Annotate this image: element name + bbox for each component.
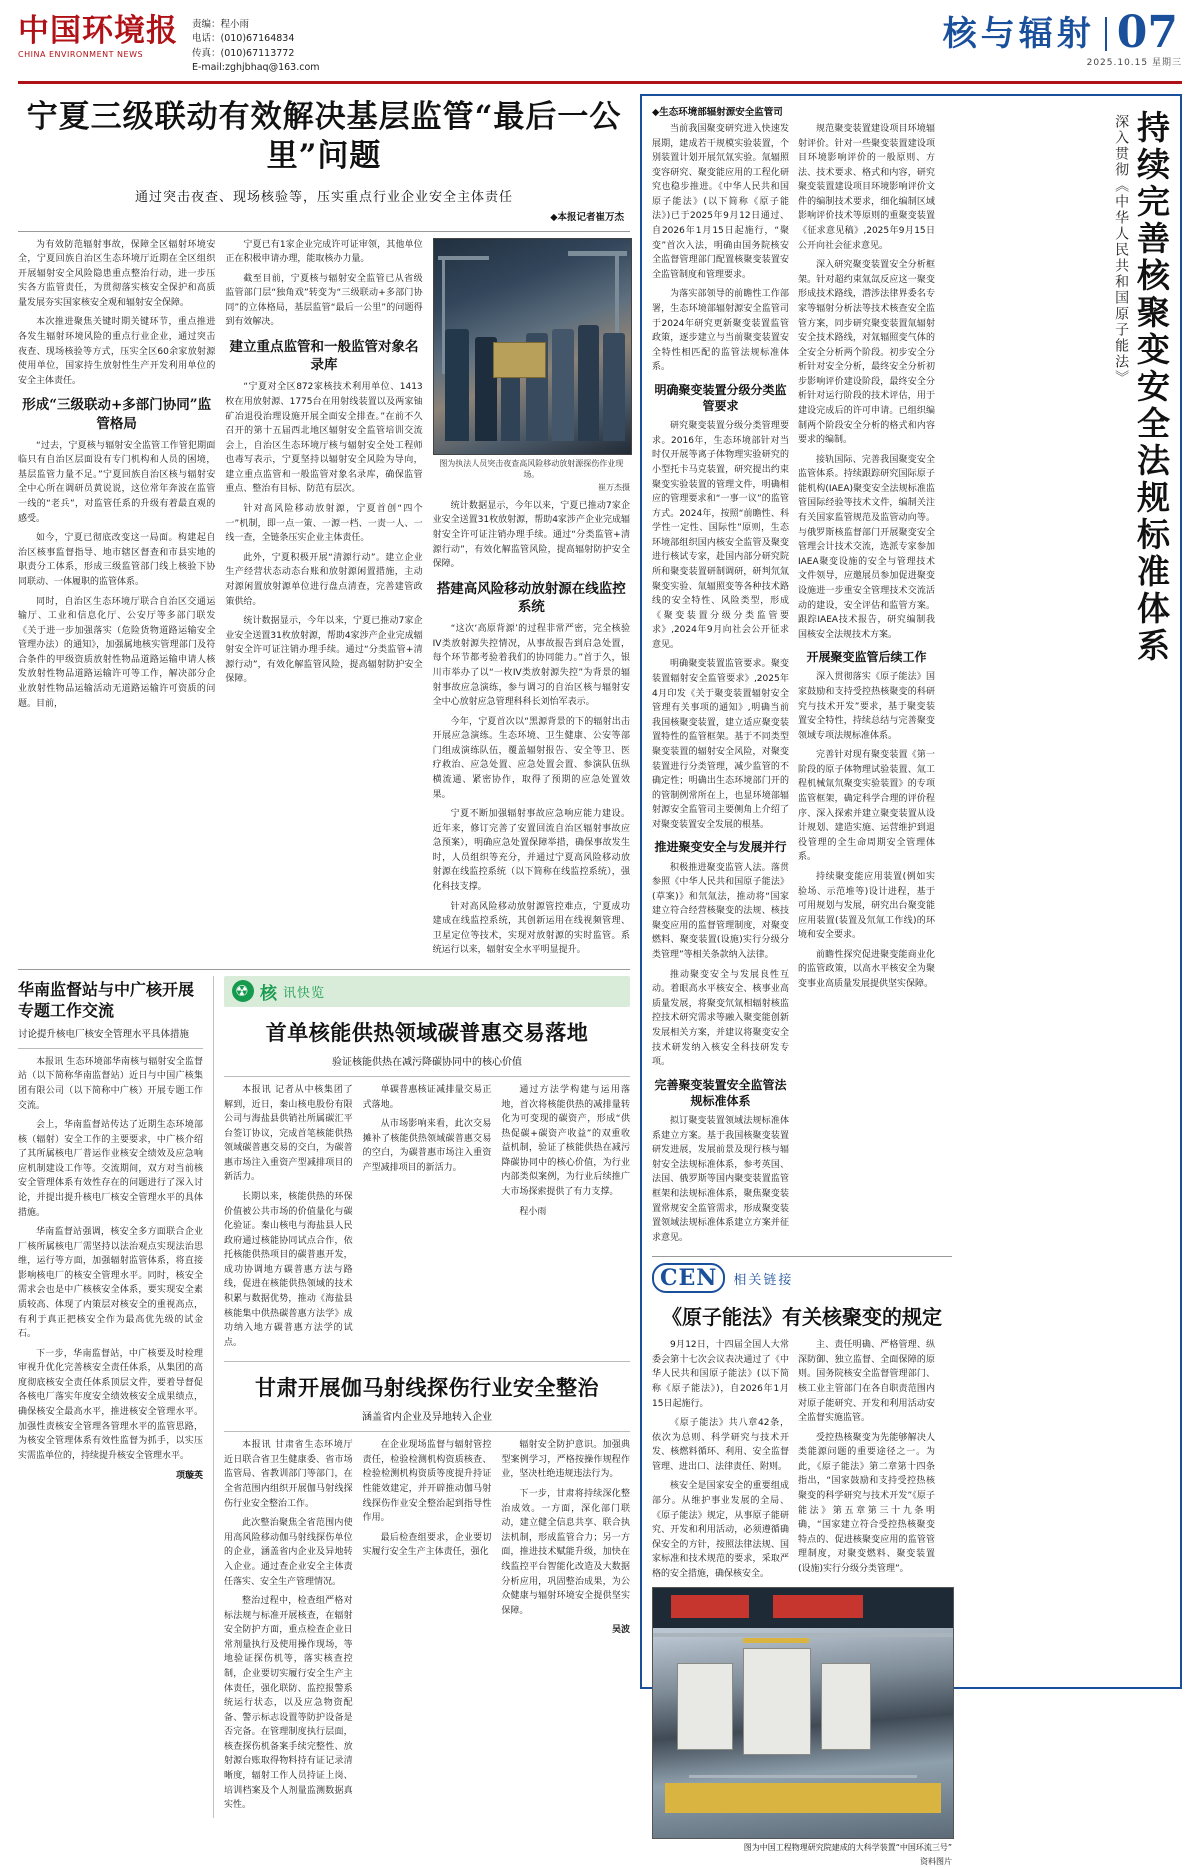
feature-subhead-4: 开展聚变监管后续工作 bbox=[806, 650, 927, 665]
feature-section-1 bbox=[652, 419, 789, 832]
lead-photo-credit: 崔万杰摄 bbox=[597, 482, 630, 492]
left-column bbox=[18, 94, 631, 1811]
paragraph: 为有效防范辐射事故，保障全区辐射环境安全，宁夏回族自治区生态环境厅近期在全区组织开展辐射安全风险隐患重点整治行动，进一步压实各方监管责任，为贯彻落实核安全保护和高质量发展夯实国家核安全观和辐射安全保障。 bbox=[18, 239, 216, 308]
paragraph: 从市场影响来看，此次交易摊补了核能供热领域碳普惠交易的空白，为碳普惠市场注入重资产型减排项目的新活力。 bbox=[362, 1119, 492, 1173]
n2-top-rule bbox=[224, 1361, 630, 1362]
lead-col3-subhead: 搭建高风险移动放射源在线监控系统 bbox=[436, 580, 626, 615]
paragraph: 为落实部领导的前瞻性工作部署，生态环境部辐射源安全监管司于2024年研究更新聚变装置监管政策，逐步建立与当前聚变装置安全特性相匹配的监管法规标准体系。 bbox=[652, 289, 789, 373]
paragraph: 积极推进聚变监管人法。落贯参照《中华人民共和国原子能法》(草案)》和氘氚法，推动将“国家建立符合经营核聚变的法规、核技聚变应用的监督管理制度，对聚变燃料、聚变装置(设施)实行分级分类管理”等相关条款纳入法律。 bbox=[652, 862, 789, 961]
lead-headline: 宁夏三级联动有效解决基层监管“最后一公里”问题 bbox=[26, 99, 622, 174]
tel-line: 电话：(010)67164834 bbox=[192, 33, 295, 45]
paragraph: 前瞻性探究促进聚变能商业化的监管政策，以高水平核安全为聚变事业高质量发展提供坚实保障。 bbox=[798, 949, 935, 989]
paragraph: 统计数据显示，今年以来，宁夏已推动7家企业安全送置31枚放射源，帮助4家涉产企业完成辐射安全许可证注销办理手续。通过“分类监管+清源行动”，有效化解监管风险，提高辐射防护安全保障。 bbox=[432, 500, 630, 570]
feature-photo bbox=[652, 1587, 954, 1839]
email-line: E-mail:zghjbhaq@163.com bbox=[192, 61, 320, 73]
n2-headline: 甘肃开展伽马射线探伤行业安全整治 bbox=[255, 1375, 599, 1401]
paragraph: 如今，宁夏已彻底改变这一局面。构建起自治区核事监督指导、地市辖区督查和市县实地的职责分工体系，形成三级监管部门线上核验下协同联动、一体履职的监管体系。 bbox=[18, 533, 216, 587]
paragraph: 持续聚变能应用装置(例如实验场、示范堆等)设计进程，基于可用规划与发展，研究出台聚变能应用装置(装置及氘氚工作线)的环境和安全要求。 bbox=[798, 871, 935, 941]
n1-columns bbox=[224, 1083, 630, 1355]
contact-block bbox=[178, 14, 492, 75]
lead-rule bbox=[18, 231, 630, 232]
cen-logo-icon: CEN bbox=[652, 1263, 725, 1293]
kuaixun-badge bbox=[224, 976, 630, 1007]
paragraph: 今年，宁夏首次以“黑源背景的下的辐射出击开展应急演练。生态环境、卫生健康、公安等部门组成演练队伍，覆盖辐射报告、安全等卫、医疗救治、应急处置、应急处置会置、参演队伍纵横流通、紧密协作，取得了预期的应急处置效果。 bbox=[432, 716, 630, 800]
feature-section-4 bbox=[798, 670, 935, 991]
n1-col-1 bbox=[224, 1083, 353, 1355]
feature-photo-caption: 图为中国工程物理研究院建成的大科学装置“中国环流三号” bbox=[743, 1842, 952, 1852]
n2-col-2 bbox=[363, 1438, 492, 1817]
feature-col-2 bbox=[798, 122, 935, 1250]
lead-byline: ◆本报记者崔万杰 bbox=[550, 211, 624, 223]
feature-body bbox=[652, 104, 952, 1867]
n2-subheadline: 涵盖省内企业及异地转入企业 bbox=[362, 1412, 492, 1424]
paragraph: 完善针对现有聚变装置《第一阶段的原子体物理试验装置、氚工程机械氚氘聚变实验装置》的专项监管框架，确定科学合理的评价程序、深入探索并建立聚变装置从设计规划、建造实施、运营维护到退役管理的全生命周期安全管理体系。 bbox=[798, 750, 935, 863]
paragraph: 针对高风险移动放射源管控难点，宁夏成功建成在线监控系统，其创新运用在线视频管理、卫星定位等技术，实现对放射源的实时监管。系统运行以来，辐射安全水平明显提升。 bbox=[432, 901, 630, 956]
lead-col1-subhead: 形成“三级联动+多部门协同”监管格局 bbox=[22, 397, 212, 432]
paragraph: 截至目前，宁夏核与辐射安全监管已从省级监管部门层“独角戏”转变为“三级联动+多部门协同”的立体格局，基层监管“最后一公里”的问题得到有效解决。 bbox=[225, 273, 423, 328]
paragraph: 单碳普惠核证减排量交易正式落地。 bbox=[362, 1084, 492, 1110]
lead-col-3 bbox=[433, 238, 630, 963]
paragraph: 推动聚变安全与发展良性互动。着眼高水平核安全、核事业高质量发展，将聚变氘氚相辐射核监控技术研究需求等融入聚变能创新发展相关方案，并建议将聚变安全技术研发纳入核安全科技研发专项。 bbox=[652, 969, 789, 1068]
n1-headline: 首单核能供热领域碳普惠交易落地 bbox=[265, 1019, 589, 1045]
paragraph: 深入贯彻落实《原子能法》国家鼓励和支持受控热核聚变的科研究与技术开发”要求，基于聚变装置安全特性，持续总结与完善聚变领域专项法规标准体系。 bbox=[798, 672, 935, 741]
lead-columns bbox=[18, 238, 630, 963]
paragraph: 《原子能法》共八章42条，依次为总则、科学研究与技术开发、核燃料循环、利用、安全监督管理、进出口、法律责任、附则。 bbox=[652, 1418, 789, 1472]
lead-col2-subhead: 建立重点监管和一般监管对象名录库 bbox=[229, 338, 419, 374]
masthead bbox=[18, 7, 1182, 84]
paragraph: 9月12日，十四届全国人大常委会第十七次会议表决通过了《中华人民共和国原子能法》(以下简称《原子能法》)，自2026年1月15日起施行。 bbox=[652, 1340, 789, 1409]
lead-col1-text bbox=[18, 238, 215, 389]
paragraph: 辐射安全防护意识。加强典型案例学习，严格按操作规程作业，坚决杜绝违规违法行为。 bbox=[501, 1440, 631, 1480]
feature-headline: 持续完善核聚变安全法规标准体系 bbox=[1132, 110, 1171, 665]
lead-photo-caption: 图为执法人员突击夜查高风险移动放射源探伤作业现场。 bbox=[439, 458, 624, 479]
lead-subheadline: 通过突击夜查、现场核验等，压实重点行业企业安全主体责任 bbox=[134, 189, 513, 205]
paragraph: 深入研究聚变装置安全分析框架。针对超约束氚氙反应这一聚变形成技术路线，潜涉法律界委名专家等辐射分析法等技术核查安全监管方案，同步研究聚变装置氚辐射安全技术路线，对氚辐照变气体的全安全分析两个阶段。初步安全分析针对安全分析，最终安全分析初步影响评价建设阶段，最终安全分析针对运行阶段的技术评估，用于建设完成后的许可申请。已组织编制两个阶段安全分析的格式和内容要求的编制。 bbox=[798, 260, 935, 446]
paragraph: 程小雨 bbox=[519, 1206, 547, 1217]
feature-photo-credit: 资料图片 bbox=[920, 1856, 952, 1866]
paragraph: 明确聚变装置监管要求。聚变装置辐射安全监管要求》,2025年4月印发《关于聚变装置辐射安全管理有关事项的通知》,明确当前我国核聚变装置，建立适应聚变装置特性的监管框架。基于不同类型聚变装置的辐射安全风险，对聚变装置进行分类管理，减少监管的不确定性；明确出生态环境部门开的的管制例常所在上，也显环境部辐射源安全监管司主要侧角上介绍了对聚变装置安全发展的根基。 bbox=[652, 659, 789, 830]
page-body bbox=[18, 94, 1182, 1866]
paragraph: 此外，宁夏积极开展“清源行动”。建立企业生产经营状态动态台账和放射源闲置措施，主动对源闲置放射源单位进行盘点清查，完善建管政策供给。 bbox=[225, 552, 423, 607]
link-headline: 《原子能法》有关核聚变的规定 bbox=[662, 1305, 942, 1330]
paragraph: 下一步，华南监督站，中广核要及时检理审视升优化完善核安全责任体系，从集团的高度彻底核安全责任体系顶层文件，要着导督促各核电厂落实年度安全绩效核安全成果绩点，确保核安全最高水平，推进核安全管理水平。加强性责核安全管理各管理水平的监管思路，为核安全管理体系有效性监督为抓手，以实压实需监单位的，持续提升核安全管理水平。 bbox=[18, 1348, 203, 1461]
feature-intro bbox=[652, 122, 789, 375]
cen-link-label: 相关链接 bbox=[733, 1272, 794, 1288]
paragraph: 通过方法学构建与运用落地，首次将核能供热的减排量转化为可变现的碳资产，形成“供热促碳+碳资产收益”的双重收益机制，验证了核能供热在减污降碳协同中的核心价值，为行业内部类似案例，为行业后续推广大市场探索提供了有力支撑。 bbox=[501, 1084, 631, 1197]
feature-section-2 bbox=[652, 861, 789, 1070]
feature-subhead-2: 推进聚变安全与发展并行 bbox=[654, 840, 787, 855]
lead-col3-text bbox=[433, 499, 630, 572]
paragraph: 规范聚变装置建设项目环境辐射评价。针对一些聚变装置建设项目环境影响评价的一般原则、方法、技术要求、格式和内容，研究聚变装置建设项目环境影响评价文件的编制技术要求，细化编制区域影响评价技术等原则的重聚变装置《征求意见稿》,2025年9月15日公开向社会征求意见。 bbox=[798, 124, 935, 251]
n1-col-2 bbox=[363, 1083, 492, 1355]
feature-col-1 bbox=[652, 122, 789, 1250]
lead-col2-text bbox=[225, 238, 422, 330]
paragraph: 针对高风险移动放射源，宁夏首创“四个一”机制，即一点一策、一源一档、一责一人、一线一查，全链条压实企业主体责任。 bbox=[225, 504, 423, 544]
feature-columns bbox=[652, 122, 952, 1250]
link-col-2 bbox=[798, 1338, 935, 1586]
paragraph: 会上，华南监督站传达了近期生态环境部核（辐射）安全工作的主要要求，中广核介绍了其所属核电厂普运作业核安全绩效及应急响应机制建设工作等。交流期间，双方对当前核安全管理体系有效性存在的问题进行了深入讨论，并提出提升核电厂核安全管理水平的具体措施。 bbox=[18, 1120, 203, 1218]
lead-col3b-text bbox=[433, 622, 630, 958]
b1-headline: 华南监督站与中广核开展专题工作交流 bbox=[18, 979, 195, 1020]
paragraph: “宁夏对全区872家核技术利用单位、1413枚在用放射源、1775台在用射线装置以及两家铀矿冶退役治理设施开展全面安全排查。”在前不久召开的第十五届西北地区辐射安全监管培训交流会上，自治区生态环境厅核与辐射安全处工程师也毒写表示，宁夏坚持以辐射安全风险为导向，建立重点监管和一般监管对象名录库，确保监管重点、整治有目标、防范有层次。 bbox=[225, 382, 423, 495]
paper-name: 中国环境报 bbox=[18, 13, 178, 49]
bl-col-2 bbox=[213, 976, 630, 1818]
paragraph: 当前我国聚变研究进入快速发展期，建成若干规模实验装置，个别装置计划开展氘氚实验。氚辐照变容研究、聚变能应用的工程化研究也稳步推进。《中华人民共和国原子能法》(以下简称《原子能法》)已于2025年9月12日通过、自2026年1月15日起施行，“聚变”首次入法，明确由国务院核安全监督管理部门配置核聚变装置安全监管制度和管理要求。 bbox=[652, 124, 789, 280]
paragraph: 最后检查组要求，企业要切实履行安全生产主体责任，强化 bbox=[362, 1532, 492, 1558]
feature-subhead-1: 明确聚变装置分级分类监管要求 bbox=[654, 382, 787, 414]
paper-logo bbox=[18, 14, 178, 59]
lead-col-2 bbox=[225, 238, 422, 963]
n1-subheadline: 验证核能供热在减污降碳协同中的核心价值 bbox=[332, 1056, 522, 1068]
right-column bbox=[640, 94, 1182, 1866]
n1-rule bbox=[224, 1076, 630, 1077]
publication-date: 2025.10.15 星期三 bbox=[1086, 58, 1182, 69]
section-head-block bbox=[942, 7, 1182, 69]
paragraph: 研究聚变装置分级分类管理要求。2016年，生态环境部针对当时仅开展等离子体物理实验研究的小型托卡马克装置，研究提出约束聚变实验装置的管理文件，明确相应的管理要求和“一事一议”的监管方式。2024年，按照“前瞻性、科学性一定性、国际性”原则，生态环境部组织国内核安全监管及聚变进行核试专家，赴国内部分研究院所和聚变装置研制调研，研判氘氚聚变实验、氚辐照变等各种技术路线的安全特性、风险类型，形成《聚变装置分级分类监管要求》,2024年9月向社会公开征求意见。 bbox=[652, 421, 789, 650]
paragraph: 宁夏已有1家企业完成许可证审领，其他单位正在积极申请办理，能取核办力量。 bbox=[225, 239, 423, 265]
paragraph: 同时，自治区生态环境厅联合自治区交通运输厅、工业和信息化厅、公安厅等多部门联发《关于进一步加强落实（危险货物道路运输安全管理办法）的通知》，加强属地核实管理部门及符合条件的甲级资质放射性物品道路运输申请人核发放射性物品道路运输许可等工作，解决部分企业放射性物品运输活动无道路运输许可资质的问题。目前， bbox=[18, 596, 216, 709]
radiation-icon bbox=[232, 980, 254, 1002]
n1-col-3 bbox=[501, 1083, 630, 1355]
paragraph: 华南监督站强调，核安全多方面联合企业厂核所属核电厂需坚持以法治观点实现法治思维，运行等方面，加强辐射监管体系，将直接影响核电厂的核安全管理水平。同时，核安全需求会也是中广核核安全体系，要实现安全素质较高、体现了内策层对核安全的重视高点，有利于真正把核安全作为最高优先级的试金石。 bbox=[18, 1227, 203, 1340]
bottom-left-area bbox=[18, 976, 630, 1818]
fax-line: 传真：(010)67113772 bbox=[192, 47, 295, 59]
paragraph: “这次‘高原背源’的过程非常严密，完全核验IV类放射源失控情况，从事故报告到启急处置，每个环节都考验着我们的协同能力。”首于久，银川市举办了以“一枚IV类放射源失控”为背景的辐射事故应急演练，参与调习的自治区核与辐射安全中心放射应急管理科科长刘怡军表示。 bbox=[432, 624, 630, 708]
paragraph: “过去，宁夏核与辐射安全监管工作管犯期面临只有自治区层面设有专门机构和人员的困境，基层监管力量不足。”宁夏回族自治区核与辐射安全中心所在调研员黄说说，这位常年奔波在监管一线的“老兵”，对监管任系的升级有着最直观的感受。 bbox=[18, 440, 216, 524]
paragraph: 宁夏不断加强辐射事故应急响应能力建设。近年来，修订完善了安置回流自治区辐射事故应急预案），明确应急处置保障举措，确保事故发生时，人员组织等充分，并通过宁夏高风险移动放射源在线监控系统（以下简称在线监控系统），强化科技支撑。 bbox=[432, 809, 630, 893]
b1-text bbox=[18, 1055, 203, 1464]
bl-col-1 bbox=[18, 976, 203, 1818]
editor-line: 责编：程小雨 bbox=[192, 19, 250, 30]
paragraph: 在企业现场监督与辐射管控责任，检验检测机构资质核查、检验检测机构资质等度提升持证性能效建定，并开辟推动伽马射线探伤作业安全整治起到指导性作用。 bbox=[362, 1440, 492, 1524]
feature-bottom-rule bbox=[652, 1256, 952, 1257]
feature-section-3b bbox=[798, 122, 935, 642]
paragraph: 接轨国际、完善我国聚变安全监管体系。持续跟踪研究国际原子能机构(IAEA)聚变安全法规标准监管国际经验等技术文件，编制关注有关国家监管规范及监管动向等。与俄罗斯核监督部门开展聚变安全管理会计技术交流，选派专家参加IAEA聚变设施的安全与管理技术文件领导，应邀展员参加促进聚变设施进一步重安全管理技术交流活动的建设，安全评估和监管方案。跟踪IAEA技术报告，研究编制我国核安全法规技术方案。 bbox=[798, 454, 935, 640]
kuaixun-label: 核 bbox=[260, 983, 277, 1004]
paragraph: 本报讯 生态环境部华南核与辐射安全监督站（以下简称华南监督站）近日与中国广核集团有限公司（以下简称中广核）开展专题工作交流。 bbox=[18, 1056, 203, 1111]
paragraph: 整治过程中，检查组严格对标法规与标准开展核查，在辐射安全防护方面，重点检查企业日常剂量执行及使用操作现场，等地验证探伤机等，落实核查控制，企业要切实履行安全生产主体责任，强化联防、监控报警系统运行状态，以及应急物资配备、警示标志设置等防护设备是否完备。在管理制度执行层面，核查探伤机备案手续完整性、放射源台账取得物料持有证记录清晰度，辐射工作人员持证上岗、培训档案及个人剂量监测数据真实性。 bbox=[224, 1596, 353, 1811]
paragraph: 核安全是国家安全的重要组成部分。从维护事业发展的全局、《原子能法》规定，从事原子能研究、开发和利用活动，必须遵循确保安全的方针，按照法律法规、国家标准和技术规范的要求，采取严格的安全措施，确保核安全。 bbox=[652, 1481, 789, 1579]
paragraph: 本报讯 甘肃省生态环境厅近日联合省卫生健康委、省市场监管局、省教训部门等部门，在全省范围内组织开展伽马射线探伤行业安全整治工作。 bbox=[224, 1440, 353, 1509]
paragraph: 统计数据显示，今年以来，宁夏已推动7家企业安全送置31枚放射源，帮助4家涉产企业完成辐射安全许可证注销办理手续。通过“分类监管+清源行动”，有效化解监管风险，提高辐射防护安全保障。 bbox=[225, 616, 423, 685]
section-divider bbox=[1105, 17, 1107, 51]
paragraph: 此次整治聚焦全省范围内使用高风险移动伽马射线探伤单位的企业，涵盖省内企业及异地转入企业。通过查企业安全主体责任落实、安全生产管理情况。 bbox=[224, 1518, 353, 1587]
paragraph: 受控热核聚变为先能够解决人类能源问题的重要途径之一。为此，《原子能法》第二章第十四条指出，“国家鼓励和支持受控热核聚变的科学研究与技术开发”《原子能法》第五章第三十九条明确，“国家建立符合受控热核聚变特点的、促进核聚变应用的监管管理制度，对聚变燃料、聚变装置(设施)实行分级分类管理”。 bbox=[798, 1432, 935, 1574]
feature-section-3a bbox=[652, 1114, 789, 1245]
lead-photo bbox=[433, 238, 632, 455]
paragraph: 主、责任明确、严格管理、纵深防御、独立监督、全面保障的原则。国务院核安全监督管理部门、核工业主管部门在各自职责范围内对原子能研究、开发和利用活动安全监督实施监管。 bbox=[798, 1340, 935, 1424]
paragraph: 本次推进聚焦关键时期关键环节，重点推进各发生辐射环境风险的重点行业企业，通过突击夜查、现场核验等方式，压实全区60余家放射源使用单位，国家持生放射性生产开发利用单位的安全主体责任。 bbox=[18, 317, 216, 386]
feature-source-flag: ◆生态环境部辐射源安全监管司 bbox=[652, 107, 783, 118]
n2-col-3 bbox=[501, 1438, 630, 1817]
kuaixun-sublabel: 讯快览 bbox=[283, 985, 326, 1001]
feature-kicker: 深入贯彻《中华人民共和国原子能法》 bbox=[1113, 114, 1130, 386]
lead-col2b-text bbox=[225, 380, 422, 687]
lead-col-1 bbox=[18, 238, 215, 963]
page-number: 07 bbox=[1116, 7, 1178, 58]
section-name: 核与辐射 bbox=[942, 14, 1095, 55]
feature-vertical-title bbox=[960, 110, 1170, 940]
b1-subheadline: 讨论提升核电厂核安全管理水平具体措施 bbox=[18, 1028, 190, 1040]
n2-rule bbox=[224, 1431, 630, 1432]
paragraph: 本报讯 记者从中核集团了解到，近日，秦山核电股份有限公司与海盐县供销社所属碳汇平台签订协议，完成首笔核能供热领域碳普惠交易的交白，为碳普惠市场注入重资产型减排项目的新活力。 bbox=[224, 1084, 353, 1183]
feature-subhead-3: 完善聚变装置安全监管法规标准体系 bbox=[654, 1077, 787, 1108]
cen-link-badge bbox=[652, 1263, 952, 1293]
link-columns bbox=[652, 1338, 952, 1586]
paper-pinyin: CHINA ENVIRONMENT NEWS bbox=[18, 50, 144, 60]
n2-signature: 吴波 bbox=[612, 1625, 631, 1636]
lead-col1b-text bbox=[18, 439, 215, 711]
paragraph: 下一步，甘肃将持续深化整治成效。一方面，深化部门联动，建立健全信息共享、联合执法机制，形成监管合力；另一方面，推进技术赋能升级，加快在线监控平台智能化改造及大数据分析应用，巩固整治成果，为公众健康与辐射环境安全提供坚实保障。 bbox=[501, 1489, 631, 1616]
n2-columns bbox=[224, 1438, 630, 1817]
b1-signature: 项璇英 bbox=[175, 1471, 203, 1482]
b1-rule bbox=[18, 1048, 203, 1049]
paragraph: 长期以来，核能供热的环保价值被公共市场的价值量化与碳化验证。秦山核电与海盐县人民政府通过核能协同试点合作，依托核能供热项目的碳普惠开发，成功协调地方碳普惠方法与路线，促进在核能供热领域的技术积累与数据优势，推动《海盐县核能集中供热碳普惠方法学》成功纳入地方碳普惠方法学的试点。 bbox=[224, 1191, 353, 1348]
n2-col-1 bbox=[224, 1438, 353, 1817]
link-col-1 bbox=[652, 1338, 789, 1586]
mid-rule bbox=[18, 969, 630, 970]
paragraph: 拟订聚变装置领域法规标准体系建立方案。基于我国核聚变装置研发进展，发展前景及现行核与辐射安全法规标准体系，参考英国、法国、俄罗斯等国内聚变装置监管框架和法规标准体系，聚焦聚变装置常规安全监管需求，形成聚变装置领域法规标准体系建立方案并征求意见。 bbox=[652, 1116, 789, 1243]
